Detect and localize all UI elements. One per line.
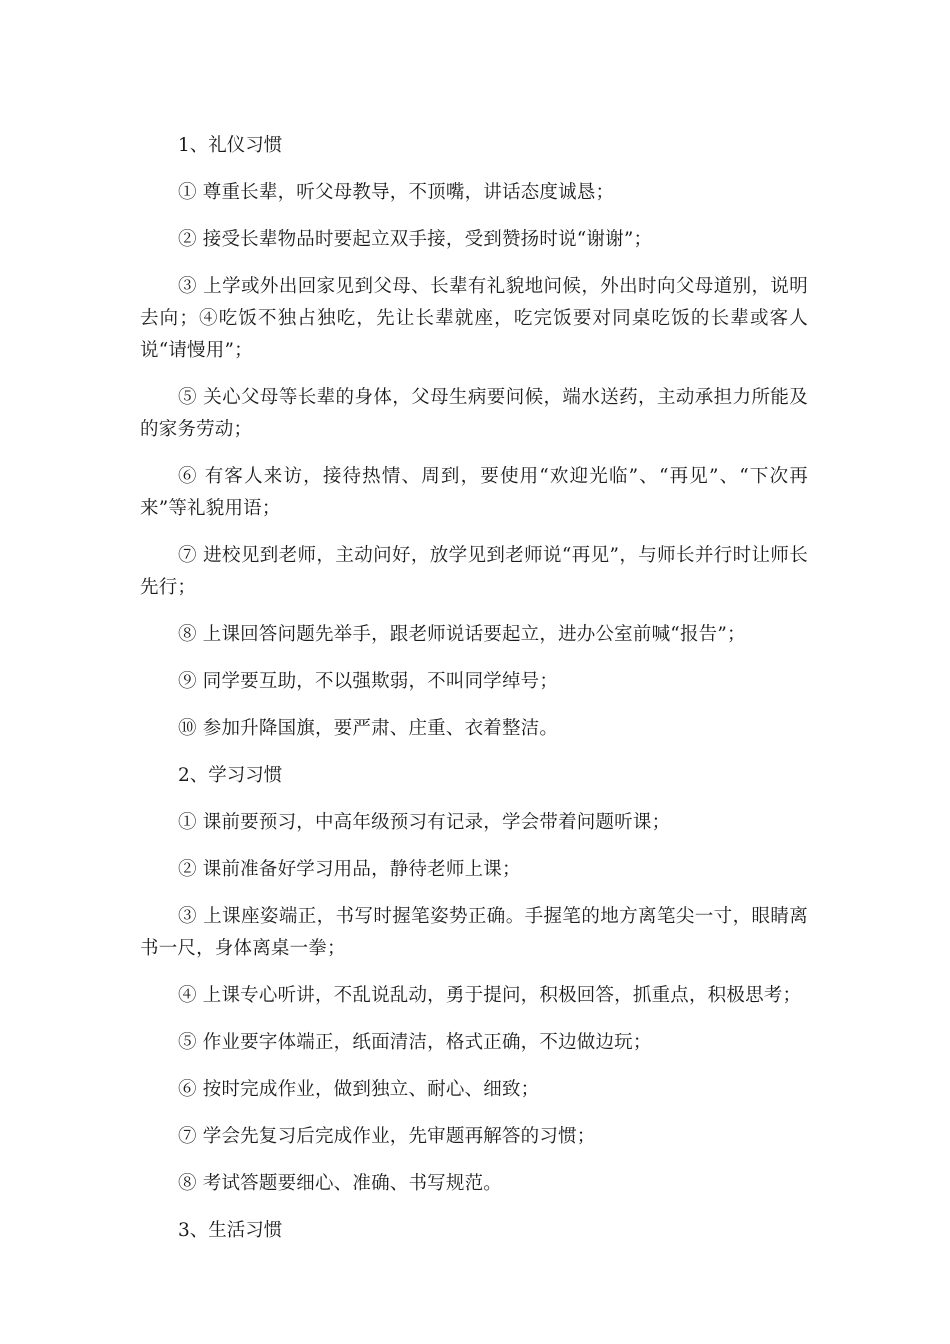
list-item: ⑦ 学会先复习后完成作业，先审题再解答的习惯；	[178, 1126, 596, 1147]
section-heading-etiquette: 1、礼仪习惯	[178, 135, 283, 156]
list-item: ② 课前准备好学习用品，静待老师上课；	[178, 859, 521, 880]
list-item: ① 尊重长辈，听父母教导，不顶嘴，讲话态度诚恳；	[178, 182, 615, 203]
list-item: ⑨ 同学要互助，不以强欺弱，不叫同学绰号；	[178, 671, 559, 692]
list-item: ⑥ 按时完成作业，做到独立、耐心、细致；	[178, 1079, 540, 1100]
list-item: ⑤ 作业要字体端正，纸面清洁，格式正确，不边做边玩；	[178, 1032, 652, 1053]
list-item: ⑩ 参加升降国旗，要严肃、庄重、衣着整洁。	[178, 718, 559, 739]
section-heading-study: 2、学习习惯	[178, 765, 283, 786]
list-item: ④ 上课专心听讲，不乱说乱动，勇于提问，积极回答，抓重点，积极思考；	[178, 985, 802, 1006]
list-item: ⑥ 有客人来访，接待热情、周到，要使用“欢迎光临”、“再见”、“下次再来”等礼貌用语；	[140, 466, 808, 519]
list-item: ⑧ 考试答题要细心、准确、书写规范。	[178, 1173, 502, 1194]
list-item: ⑧ 上课回答问题先举手，跟老师说话要起立，进办公室前喊“报告”；	[178, 624, 746, 645]
list-item: ⑦ 进校见到老师，主动问好，放学见到老师说“再见”，与师长并行时让师长先行；	[140, 545, 808, 598]
section-heading-life: 3、生活习惯	[178, 1220, 283, 1241]
list-item: ③ 上学或外出回家见到父母、长辈有礼貌地问候，外出时向父母道别，说明去向；④吃饭不独占独吃，先让长辈就座，吃完饭要对同桌吃饭的长辈或客人说“请慢用”；	[140, 276, 808, 361]
list-item: ② 接受长辈物品时要起立双手接，受到赞扬时说“谢谢”；	[178, 229, 653, 250]
list-item: ③ 上课座姿端正，书写时握笔姿势正确。手握笔的地方离笔尖一寸，眼睛离书一尺，身体离桌一拳；	[140, 906, 808, 959]
document-body	[140, 130, 808, 1262]
list-item: ① 课前要预习，中高年级预习有记录，学会带着问题听课；	[178, 812, 671, 833]
list-item: ⑤ 关心父母等长辈的身体，父母生病要问候，端水送药，主动承担力所能及的家务劳动；	[140, 387, 808, 440]
